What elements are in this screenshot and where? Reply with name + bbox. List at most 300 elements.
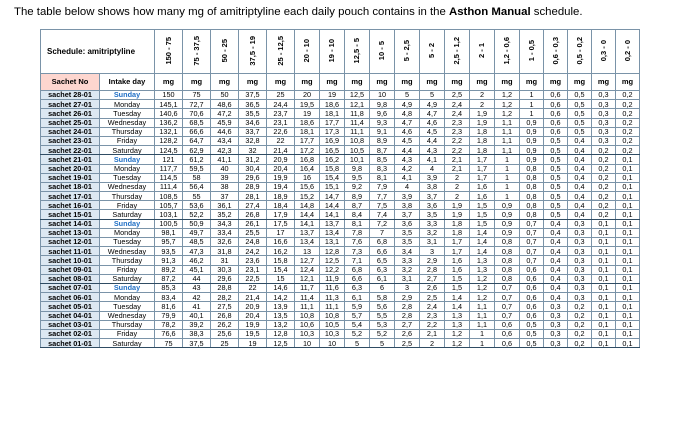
dose-value: 22 [267,136,295,145]
table-row [41,100,640,109]
dose-value: 3,3 [395,256,420,265]
dose-value: 0,8 [495,247,520,256]
dose-value: 4,1 [420,155,445,164]
dose-value: 34,3 [211,219,239,228]
dose-value: 19,5 [239,329,267,338]
dose-value: 2,7 [395,320,420,329]
dose-value: 0,6 [520,265,544,274]
intake-day: Wednesday [100,311,155,320]
dose-value: 10 [370,91,395,100]
dose-value: 0,3 [568,238,592,247]
unit-header: mg [616,74,640,91]
dose-value: 25 [267,91,295,100]
sachet-number: sachet 10-01 [41,256,100,265]
dose-value: 0,3 [568,274,592,283]
dose-value: 7 [370,228,395,237]
sachet-number: sachet 19-01 [41,173,100,182]
dose-value: 17,7 [320,118,345,127]
sachet-number: sachet 07-01 [41,283,100,292]
dose-value: 16,6 [267,238,295,247]
dose-value: 2,4 [420,302,445,311]
dose-value: 4,2 [395,164,420,173]
dose-value: 17 [267,228,295,237]
dose-value: 91,3 [155,256,183,265]
dose-range-label: 0,5 - 0,2 [574,37,584,65]
dose-value: 0,3 [568,293,592,302]
dose-value: 5,7 [345,311,370,320]
dose-value: 1,3 [445,320,470,329]
dose-value: 132,1 [155,127,183,136]
dose-value: 0,8 [520,182,544,191]
dose-value: 0,6 [495,339,520,348]
dose-value: 1 [495,182,520,191]
intake-day: Sunday [100,91,155,100]
dose-value: 6,6 [370,247,395,256]
dose-value: 13,5 [267,311,295,320]
dose-value: 43,4 [211,136,239,145]
dose-value: 24,8 [239,238,267,247]
table-row [41,274,640,283]
dose-value: 44,6 [211,127,239,136]
dose-value: 121 [155,155,183,164]
dose-value: 1,9 [470,118,495,127]
dose-value: 19 [320,91,345,100]
dose-value: 0,5 [544,136,568,145]
dose-value: 114,5 [155,173,183,182]
dose-value: 0,3 [568,265,592,274]
intake-day: Tuesday [100,238,155,247]
sachet-number: sachet 12-01 [41,238,100,247]
dose-value: 1,4 [470,228,495,237]
dose-value: 3,8 [395,201,420,210]
dose-value: 31,8 [211,247,239,256]
dose-value: 0,3 [544,320,568,329]
dose-value: 0,1 [616,339,640,348]
dose-value: 36,5 [239,100,267,109]
dose-value: 0,6 [544,118,568,127]
dose-value: 0,5 [568,109,592,118]
dose-value: 47,3 [183,247,211,256]
dose-value: 10 [295,339,320,348]
dose-value: 1,6 [470,182,495,191]
dose-value: 29,6 [211,274,239,283]
dose-value: 111,4 [155,182,183,191]
sachet-number: sachet 06-01 [41,293,100,302]
dose-value: 0,6 [520,293,544,302]
dose-value: 15,1 [320,182,345,191]
dose-range-label: 150 - 75 [163,37,173,65]
dose-value: 75 [155,339,183,348]
intake-day: Saturday [100,339,155,348]
unit-header: mg [183,74,211,91]
dose-value: 0,8 [520,201,544,210]
schedule-label: Schedule: amitriptyline [41,30,155,74]
dose-value: 3,7 [420,192,445,201]
sachet-number: sachet 26-01 [41,109,100,118]
dose-range-label: 25 - 12,5 [275,36,285,66]
sachet-number: sachet 15-01 [41,210,100,219]
table-row [41,201,640,210]
dose-value: 8,3 [370,164,395,173]
dose-value: 48,5 [183,238,211,247]
dose-value: 11,8 [345,109,370,118]
dose-value: 5,5 [370,311,395,320]
dose-value: 1,8 [445,228,470,237]
dose-value: 18,1 [320,109,345,118]
dose-value: 4,4 [420,136,445,145]
dose-value: 1,8 [470,127,495,136]
dose-value: 70,6 [183,109,211,118]
dose-value: 39,2 [183,320,211,329]
dose-value: 15,4 [267,265,295,274]
dose-value: 11,1 [345,127,370,136]
dose-value: 9,3 [370,118,395,127]
dose-value: 105,7 [155,201,183,210]
intake-day: Monday [100,228,155,237]
sachet-number: sachet 25-01 [41,118,100,127]
sachet-number: sachet 14-01 [41,219,100,228]
intake-day: Tuesday [100,109,155,118]
dose-value: 7,3 [345,247,370,256]
dose-value: 16,5 [320,146,345,155]
intake-day: Thursday [100,192,155,201]
table-row [41,109,640,118]
dose-value: 56,4 [183,182,211,191]
dose-value: 0,4 [568,136,592,145]
dose-value: 34,6 [239,118,267,127]
dose-value: 0,4 [544,274,568,283]
dose-value: 11,1 [295,302,320,311]
dose-value: 7,8 [345,228,370,237]
sachet-number: sachet 27-01 [41,100,100,109]
dose-value: 38 [211,182,239,191]
dose-value: 42 [183,293,211,302]
dose-value: 0,2 [616,100,640,109]
dose-value: 1 [495,192,520,201]
dose-value: 8,9 [370,136,395,145]
dose-value: 0,1 [592,238,616,247]
dose-value: 6,8 [345,265,370,274]
dose-value: 7,6 [345,238,370,247]
dose-value: 11,3 [320,293,345,302]
dose-value: 18,6 [320,100,345,109]
dose-value: 0,4 [544,219,568,228]
dose-value: 44 [183,274,211,283]
unit-header: mg [395,74,420,91]
unit-header: mg [568,74,592,91]
dose-value: 0,1 [616,238,640,247]
dose-value: 0,1 [616,311,640,320]
intake-day: Friday [100,201,155,210]
dose-value: 43 [183,283,211,292]
dose-value: 0,5 [568,118,592,127]
dose-value: 0,1 [616,182,640,191]
dose-value: 0,1 [616,164,640,173]
dose-value: 95,7 [155,238,183,247]
table-row [41,320,640,329]
dose-value: 27,5 [211,302,239,311]
dose-range-label: 2 - 1 [477,43,487,59]
dose-value: 17,5 [267,219,295,228]
dose-value: 0,7 [495,302,520,311]
sachet-number: sachet 22-01 [41,146,100,155]
dose-range-header [592,30,616,74]
dose-value: 14,4 [320,201,345,210]
dose-value: 0,2 [616,146,640,155]
dose-value: 2,9 [420,256,445,265]
dose-value: 6,3 [370,265,395,274]
dose-value: 0,9 [520,127,544,136]
dose-value: 3,9 [420,173,445,182]
dose-value: 0,4 [544,247,568,256]
dose-value: 0,5 [544,182,568,191]
dose-value: 0,2 [592,173,616,182]
dose-value: 0,3 [568,228,592,237]
dose-range-label: 12,5 - 5 [352,38,362,64]
dose-value: 0,6 [544,109,568,118]
sachet-number: sachet 13-01 [41,228,100,237]
dosage-table [40,29,640,348]
dose-value: 0,2 [592,164,616,173]
dose-value: 33,4 [211,228,239,237]
dose-value: 4,5 [395,136,420,145]
dose-value: 2,3 [445,127,470,136]
dose-value: 45,1 [183,265,211,274]
dose-value: 10 [320,339,345,348]
dose-value: 13,1 [320,238,345,247]
dose-value: 0,1 [592,339,616,348]
dose-value: 0,2 [616,91,640,100]
sachet-number: sachet 02-01 [41,329,100,338]
dose-value: 1,5 [445,283,470,292]
dose-value: 18,1 [295,127,320,136]
dose-value: 1,9 [470,109,495,118]
dose-value: 1,4 [470,247,495,256]
dose-value: 41 [183,302,211,311]
dose-value: 2,2 [420,320,445,329]
dose-value: 1,6 [445,256,470,265]
dose-value: 0,1 [616,265,640,274]
dose-value: 53,6 [183,201,211,210]
dose-value: 3,6 [395,219,420,228]
dose-value: 0,3 [568,283,592,292]
dose-value: 2,3 [445,118,470,127]
dose-value: 1,2 [495,91,520,100]
dose-value: 17,7 [295,136,320,145]
dose-value: 0,1 [616,320,640,329]
dose-value: 40,1 [183,311,211,320]
dose-value: 20,4 [239,311,267,320]
intake-day: Tuesday [100,302,155,311]
dose-value: 52,2 [183,210,211,219]
dose-value: 8,9 [345,192,370,201]
dose-value: 0,2 [592,210,616,219]
dose-value: 2,1 [420,329,445,338]
dose-range-header [320,30,345,74]
dose-value: 19,9 [267,173,295,182]
table-row [41,155,640,164]
dose-value: 2,2 [445,136,470,145]
dose-value: 0,5 [544,192,568,201]
dose-value: 1,9 [445,210,470,219]
dose-value: 0,5 [544,210,568,219]
dose-value: 0,8 [495,274,520,283]
dose-value: 0,7 [495,311,520,320]
dose-value: 0,5 [544,173,568,182]
table-row [41,136,640,145]
dose-value: 3,4 [395,247,420,256]
dose-value: 2,5 [420,293,445,302]
dose-value: 20,9 [267,155,295,164]
dose-value: 28,2 [211,293,239,302]
dose-value: 6,3 [345,283,370,292]
dose-value: 0,6 [544,127,568,136]
dose-value: 12,4 [295,265,320,274]
dose-value: 1,1 [470,311,495,320]
dose-value: 3,2 [395,265,420,274]
dose-value: 19 [239,339,267,348]
dose-value: 0,6 [544,91,568,100]
dose-value: 21,4 [267,146,295,155]
dose-value: 14,4 [295,210,320,219]
dose-value: 7,4 [370,210,395,219]
dose-range-header [239,30,267,74]
dose-value: 4,9 [395,100,420,109]
dose-value: 0,6 [544,100,568,109]
unit-header: mg [320,74,345,91]
sachet-number: sachet 21-01 [41,155,100,164]
dose-value: 0,3 [568,247,592,256]
dose-value: 32,8 [239,136,267,145]
dose-value: 5,4 [345,320,370,329]
dose-value: 0,9 [495,219,520,228]
dose-value: 0,9 [520,118,544,127]
intake-day: Saturday [100,146,155,155]
dose-value: 30,3 [211,265,239,274]
dose-value: 55 [183,192,211,201]
intake-day: Saturday [100,274,155,283]
dose-value: 6 [370,283,395,292]
dose-value: 0,1 [616,293,640,302]
dose-value: 0,2 [592,155,616,164]
dose-range-label: 0,3 - 0 [598,40,608,62]
dose-value: 0,6 [520,274,544,283]
dose-value: 22,5 [239,274,267,283]
dose-range-header [445,30,470,74]
dose-range-label: 10 - 5 [377,41,387,61]
dose-range-header [155,30,183,74]
table-row [41,311,640,320]
dose-range-header [568,30,592,74]
unit-header: mg [239,74,267,91]
dose-value: 10,5 [320,320,345,329]
dose-value: 59,5 [183,164,211,173]
dose-value: 8,1 [345,219,370,228]
dose-value: 103,1 [155,210,183,219]
dose-value: 0,5 [520,329,544,338]
dose-value: 75 [183,91,211,100]
dose-range-header [211,30,239,74]
dose-value: 11,9 [320,274,345,283]
dose-value: 1 [495,155,520,164]
dose-value: 1,2 [445,329,470,338]
dose-value: 85,3 [155,283,183,292]
dose-value: 0,1 [592,329,616,338]
dose-value: 1,3 [470,256,495,265]
dose-value: 23,7 [267,109,295,118]
dose-value: 4,1 [395,173,420,182]
table-row [41,182,640,191]
dose-value: 7,2 [370,219,395,228]
dose-value: 19,9 [239,320,267,329]
unit-header: mg [211,74,239,91]
dose-value: 47,2 [211,109,239,118]
dose-value: 23,1 [267,118,295,127]
dose-value: 14,7 [320,192,345,201]
dose-value: 18,4 [267,201,295,210]
dose-value: 0,5 [520,320,544,329]
dose-value: 29,6 [239,173,267,182]
dose-value: 9,1 [370,127,395,136]
dose-value: 1,1 [495,136,520,145]
intake-day: Sunday [100,283,155,292]
dose-value: 0,9 [495,201,520,210]
dose-value: 0,3 [592,118,616,127]
dose-value: 0,8 [495,238,520,247]
dose-value: 0,4 [568,182,592,191]
dose-value: 32 [239,146,267,155]
dose-value: 28,9 [239,182,267,191]
dose-value: 0,6 [495,320,520,329]
dose-value: 1 [470,339,495,348]
unit-header: mg [445,74,470,91]
dose-value: 25,6 [211,329,239,338]
dose-value: 9,8 [345,164,370,173]
dose-value: 18,6 [295,118,320,127]
dose-value: 10,8 [295,311,320,320]
dose-value: 2 [420,339,445,348]
table-row [41,118,640,127]
unit-header: mg [345,74,370,91]
dose-value: 6,1 [370,274,395,283]
dose-value: 0,4 [568,173,592,182]
sachet-number: sachet 24-01 [41,127,100,136]
dose-value: 1,7 [445,247,470,256]
dose-value: 0,5 [520,339,544,348]
table-row [41,256,640,265]
dose-value: 0,3 [544,302,568,311]
dose-value: 9,6 [370,109,395,118]
dose-value: 8,7 [370,146,395,155]
dose-value: 2 [445,173,470,182]
dose-value: 3,5 [395,238,420,247]
dose-value: 0,1 [592,302,616,311]
dose-value: 19 [295,109,320,118]
dose-value: 0,5 [568,127,592,136]
dose-value: 6,6 [345,274,370,283]
dose-value: 10,3 [295,329,320,338]
dose-value: 1,3 [445,311,470,320]
dose-value: 19,5 [295,100,320,109]
sachet-number: sachet 01-01 [41,339,100,348]
dose-value: 1,7 [470,164,495,173]
dose-value: 14,6 [267,283,295,292]
dose-value: 5 [395,91,420,100]
dose-value: 2,2 [445,146,470,155]
dose-value: 5,3 [370,320,395,329]
dose-value: 0,9 [495,210,520,219]
dose-value: 0,2 [592,192,616,201]
